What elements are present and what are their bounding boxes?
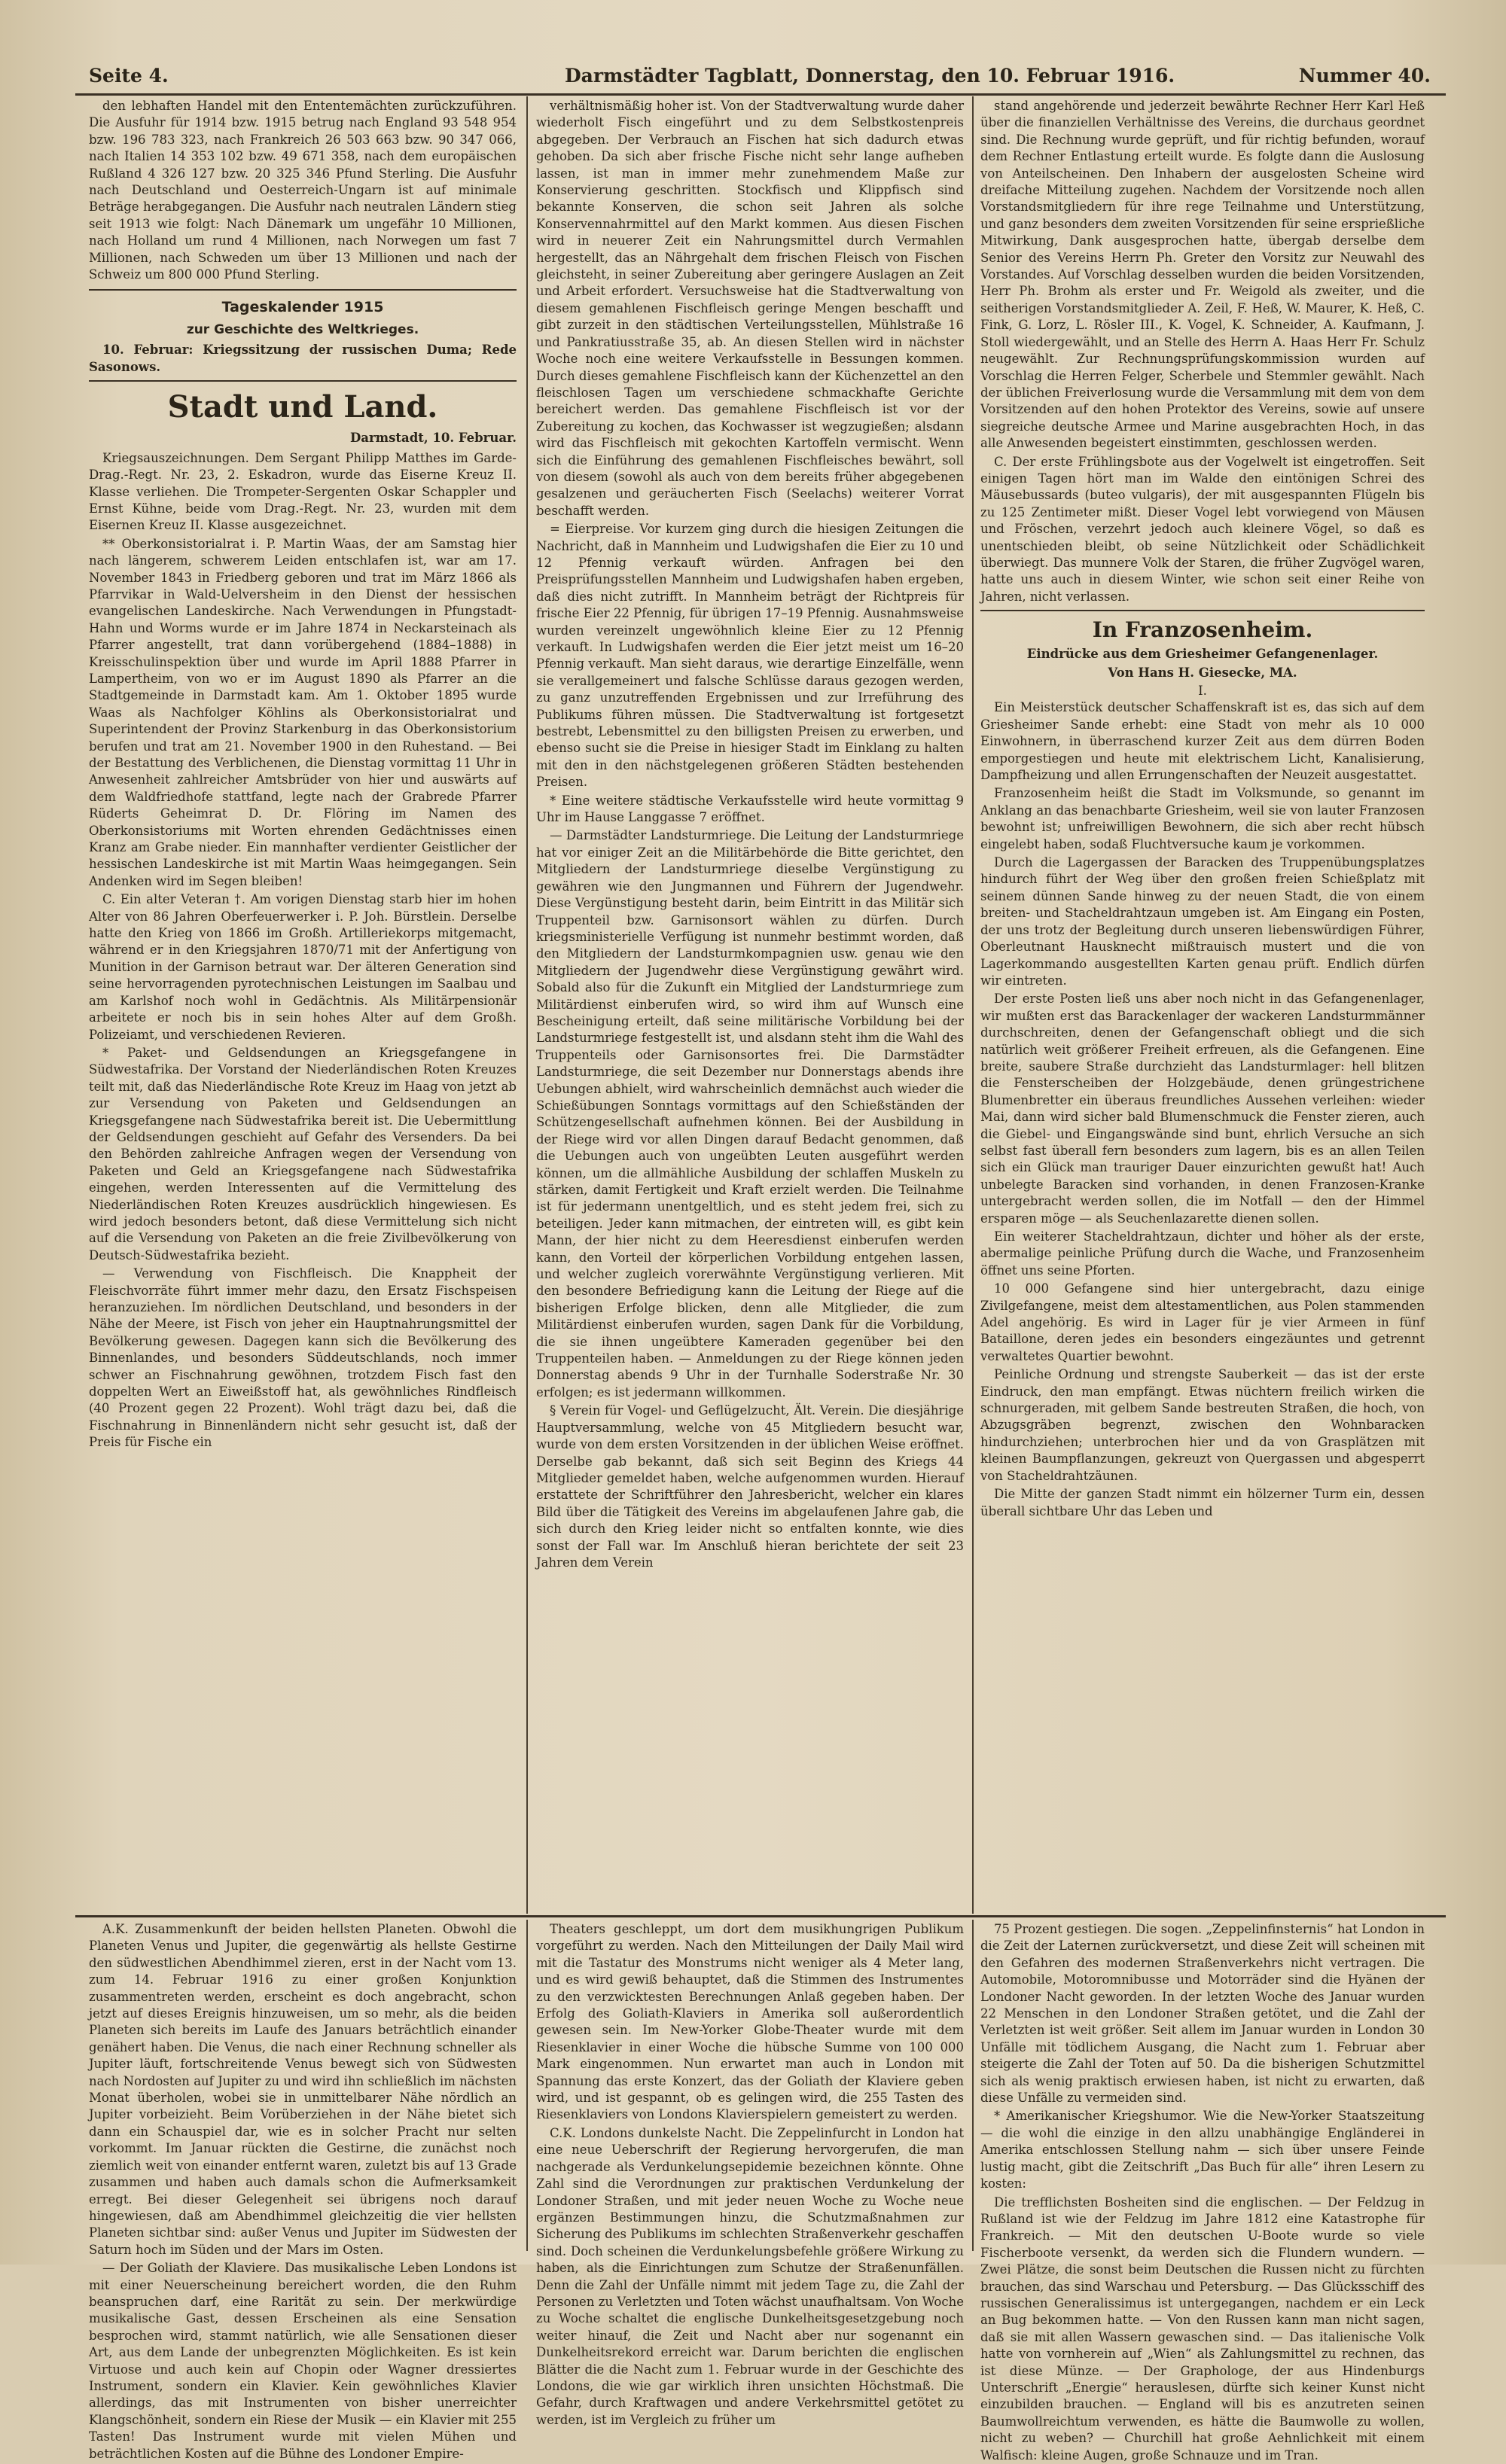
column-3: [980, 98, 1425, 1911]
article-part-number: I.: [980, 683, 1425, 699]
masthead-line: Darmstädter Tagblatt, Donnerstag, den 10. Februar 1916.: [565, 65, 1175, 87]
tageskalender-subtitle: zur Geschichte des Weltkrieges.: [89, 321, 517, 339]
column-rule: [972, 96, 974, 1914]
column-rule: [972, 1920, 974, 2251]
divider: [980, 610, 1425, 611]
article-text: = Eierpreise. Vor kurzem ging durch die hiesigen Zeitungen die Nachricht, daß in Mannheim und Ludwigshafen die Eier zu 10 und 12 Pfennig verkauft würden. Anfragen bei den Preisprüfungsstellen Mannheim und Ludwigshafen haben ergeben, daß dies nicht zutrifft. In Mannheim beträgt der Richtpreis für frische Eier 22 Pfennig, für übrigen 17–19 Pfennig. Ausnahmsweise wurden vereinzelt ungewöhnlich kleine Eier zu 12 Pfennig verkauft. In Ludwigshafen werden die Eier jetzt meist um 16–20 Pfennig verkauft. Man sieht daraus, wie derartige Einzelfälle, wenn sie verallgemeinert und falsche Schlüsse daraus gezogen werden, zu ganz unzutreffenden Ergebnissen und zur Irreführung des Publikums führen müssen. Die Stadtverwaltung ist fortgesetzt bestrebt, Lebensmittel zu den billigsten Preisen zu erwerben, und ebenso sucht sie die Preise in hiesiger Stadt im Einklang zu halten mit den in den nächstgelegenen größeren Städten bestehenden Preisen.: [536, 521, 964, 791]
article-text: 75 Prozent gestiegen. Die sogen. „Zeppelinfinsternis“ hat London in die Zeit der Laternen zurückversetzt, und diese Zeit will scheinen mit den Gefahren des modernen Straßenverkehrs nicht vertragen. Die Automobile, Motoromnibusse und Motorräder sind die Hyänen der Londoner Nacht geworden. In der letzten Woche des Januar wurden 22 Menschen in den Londoner Straßen getötet, und die Zahl der Verletzten ist weit größer. Seit allem im Januar wurden in London 30 Unfälle mit tödlichem Ausgang, die Nacht zum 1. Februar aber steigerte die Zahl der Toten auf 50. Da die bisherigen Schutzmittel sich als wenig praktisch erwiesen haben, ist nicht zu erwarten, daß diese Unfälle zu vermeiden sind.: [980, 1921, 1425, 2106]
page-header: [75, 63, 1446, 96]
issue-number: Nummer 40.: [1299, 65, 1431, 87]
column-rule: [526, 96, 528, 1914]
article-text: * Paket- und Geldsendungen an Kriegsgefangene in Südwestafrika. Der Vorstand der Niederländischen Roten Kreuzes teilt mit, daß das Niederländische Rote Kreuz im Haag von jetzt ab zur Versendung von Paketen und Geldsendungen an Kriegsgefangene nach Südwestafrika bereit ist. Die Uebermittlung der Geldsendungen geschieht auf Gefahr des Versenders. Da bei den Behörden zahlreiche Anfragen wegen der Versendung von Paketen und Geld an Kriegsgefangene nach Südwestafrika eingehen, werden Interessenten auf die Vermittelung des Niederländischen Roten Kreuzes ausdrücklich hingewiesen. Es wird jedoch besonders betont, daß diese Vermittelung sich nicht auf die Versendung von Paketen an die freie Zivilbevölkerung von Deutsch-Südwestafrika bezieht.: [89, 1045, 517, 1264]
article-text: Theaters geschleppt, um dort dem musikhungrigen Publikum vorgeführt zu werden. Nach den Mitteilungen der Daily Mail wird mit die Tastatur des Monstrums nicht weniger als 4 Meter lang, und es wird gewiß behauptet, daß die Stimmen des Instrumentes zu den verzwicktesten Berechnungen Anlaß gegeben haben. Der Erfolg des Goliath-Klaviers in Amerika soll außerordentlich gewesen sein. Im New-Yorker Globe-Theater wurde mit dem Riesenklavier in einer Woche die hübsche Summe von 100 000 Mark eingenommen. Nun erwartet man auch in London mit Spannung das erste Konzert, das der Goliath der Klaviere geben wird, und ist gespannt, ob es gelingen wird, die 255 Tasten des Riesenklaviers von Londons Klavierspielern gemeistert zu werden.: [536, 1921, 964, 2124]
column-1: [89, 98, 517, 1911]
article-text: A.K. Zusammenkunft der beiden hellsten Planeten. Obwohl die Planeten Venus und Jupiter, die gegenwärtig als hellste Gestirne den südwestlichen Abendhimmel zieren, erst in der Nacht vom 13. zum 14. Februar 1916 zu einer großen Konjunktion zusammentreten werden, erscheint es doch angebracht, schon jetzt auf dieses Ereignis hinzuweisen, um so mehr, als die beiden Planeten sich bereits im Laufe des Januars beträchtlich einander genähert haben. Die Venus, die nach einer Rechnung schneller als Jupiter läuft, fortschreitende Venus bewegt sich von Südwesten nach Nordosten auf Jupiter zu und wird ihn schließlich im nächsten Monat überholen, wobei sie in unmittelbarer Nähe nördlich an Jupiter vorbeizieht. Beim Vorüberziehen in der Nähe bietet sich dann ein Schauspiel dar, wie es in solcher Pracht nur selten vorkommt. Im Januar rückten die Gestirne, die zunächst noch ziemlich weit von einander entfernt waren, zuletzt bis auf 13 Grade zusammen und haben auch damals schon die Aufmerksamkeit erregt. Bei dieser Gelegenheit sei übrigens noch darauf hingewiesen, daß am Abendhimmel gleichzeitig die vier hellsten Planeten sichtbar sind: außer Venus und Jupiter im Südwesten der Saturn hoch im Süden und der Mars im Osten.: [89, 1921, 517, 2258]
article-subtitle: Eindrücke aus dem Griesheimer Gefangenenlager.: [980, 646, 1425, 662]
bottom-column-2: [536, 1921, 964, 2252]
page-number: Seite 4.: [89, 65, 169, 87]
dateline: Darmstadt, 10. Februar.: [89, 430, 517, 446]
tageskalender-box: [89, 289, 517, 382]
article-text: Ein Meisterstück deutscher Schaffenskraft ist es, das sich auf dem Griesheimer Sande erhebt: eine Stadt von mehr als 10 000 Einwohnern, in überraschend kurzer Zeit aus dem dürren Boden emporgestiegen und heute mit elektrischem Licht, Kanalisierung, Dampfheizung und allen Errungenschaften der Neuzeit ausgestattet.: [980, 699, 1425, 784]
article-text: Der erste Posten ließ uns aber noch nicht in das Gefangenenlager, wir mußten erst das Barackenlager der wackeren Landsturmmänner durchschreiten, denen der Gefangenschaft obliegt und die sich natürlich weit größerer Freiheit erfreuen, als die Gefangenen. Eine breite, saubere Straße durchzieht das Landsturmlager: hell blitzen die Fensterscheiben der Holzgebäude, denen grüngestrichene Blumenbretter ein überaus freundliches Aussehen verleihen: wieder Mai, dann wird sicher bald Blumenschmuck die Fenster zieren, auch die Giebel- und Eingangswände sind bunt, ehrlich Versuche an sich selbst fast überall fern besonders zum lagern, bis es an allen Teilen sich ein Glück man trauriger Dauer einzurichten gewußt hat! Auch unbelegte Baracken sind vorhanden, in denen Franzosen-Kranke untergebracht werden sollen, die im Notfall — den der Himmel ersparen möge — als Seuchenlazarette dienen sollen.: [980, 991, 1425, 1227]
article-text: — Verwendung von Fischfleisch. Die Knappheit der Fleischvorräte führt immer mehr dazu, den Ersatz Fischspeisen heranzuziehen. Im nördlichen Deutschland, und besonders in der Nähe der Meere, ist Fisch von jeher ein Hauptnahrungsmittel der Bevölkerung gewesen. Dagegen kann sich die Bevölkerung des Binnenlandes, und besonders Süddeutschlands, noch immer schwer an Fischnahrung gewöhnen, trotzdem Fisch fast den doppelten Wert an Eiweißstoff hat, als gewöhnliches Rindfleisch (40 Prozent gegen 22 Prozent). Wohl trägt dazu bei, daß die Fischnahrung in Binnenländern nicht sehr gesucht ist, daß der Preis für Fische ein: [89, 1266, 517, 1451]
article-text: stand angehörende und jederzeit bewährte Rechner Herr Karl Heß über die finanziellen Verhältnisse des Vereins, die durchaus geordnet sind. Die Rechnung wurde geprüft, und für richtig befunden, worauf dem Rechner Entlastung erteilt wurde. Es folgte dann die Auslosung von Anteilscheinen. Den Inhabern der ausgelosten Scheine wird dreifache Mitteilung zugehen. Nachdem der Vorsitzende noch allen Vorstandsmitgliedern für ihre rege Teilnahme und Unterstützung, und ganz besonders dem zweiten Vorsitzenden für seine ersprießliche Mitwirkung, Dank ausgesprochen hatte, übergab derselbe dem Senior des Vereins Herrn Ph. Greter den Vorsitz zur Neuwahl des Vorstandes. Auf Vorschlag desselben wurden die beiden Vorsitzenden, Herr Ph. Brohm als erster und Fr. Weigold als zweiter, und die seitherigen Vorstandsmitglieder A. Zeil, F. Heß, W. Maurer, K. Heß, C. Fink, G. Lorz, L. Rösler III., K. Vogel, K. Schneider, A. Kaufmann, J. Stoll wiedergewählt, und an Stelle des Herrn A. Haas Herr Fr. Schulz neugewählt. Zur Rechnungsprüfungskommission wurden auf Vorschlag die Herren Felger, Scherbele und Stemmler gewählt. Nach der üblichen Freiverlosung wurde die Versammlung mit dem von dem Vorsitzenden auf den hohen Protektor des Vereins, sowie auf unsere siegreiche deutsche Armee und Marine ausgebrachten Hoch, in das alle Anwesenden begeistert einstimmten, geschlossen werden.: [980, 98, 1425, 452]
article-text: Ein weiterer Stacheldrahtzaun, dichter und höher als der erste, abermalige peinliche Prüfung durch die Wache, und Franzosenheim öffnet uns seine Pforten.: [980, 1229, 1425, 1279]
article-text: Die Mitte der ganzen Stadt nimmt ein hölzerner Turm ein, dessen überall sichtbare Uhr das Leben und: [980, 1486, 1425, 1520]
bottom-column-3: [980, 1921, 1425, 2252]
article-text: 10 000 Gefangene sind hier untergebracht, dazu einige Zivilgefangene, meist dem altestamentlichen, aus Polen stammenden Adel angehörig. Es wird in Lager für je vier Armeen in fünf Bataillone, deren jedes ein besonders eingezäuntes und getrennt verwaltetes Quartier bewohnt.: [980, 1281, 1425, 1365]
article-text: — Darmstädter Landsturmriege. Die Leitung der Landsturmriege hat vor einiger Zeit an die Militärbehörde die Bitte gerichtet, den Mitgliedern der Landsturmriege dieselbe Vergünstigung zu gewähren wie den Jungmannen und Führern der Jugendwehr. Diese Vergünstigung besteht darin, beim Eintritt in das Militär sich Truppenteil bzw. Garnisonsort wählen zu dürfen. Durch kriegsministerielle Verfügung ist nunmehr bestimmt worden, daß den Mitgliedern der Landsturmkompagnien usw. genau wie den Mitgliedern der Jugendwehr diese Vergünstigung gewährt wird. Sobald also für die Zukunft ein Mitglied der Landsturmriege zum Militärdienst einberufen wird, so wird ihm auf Wunsch eine Bescheinigung erteilt, daß seine militärische Vorbildung bei der Landsturmriege festgestellt ist, und alsdann steht ihm die Wahl des Truppenteils oder Garnisonsortes frei. Die Darmstädter Landsturmriege, die seit Dezember nur Donnerstags abends ihre Uebungen abhielt, wird wahrscheinlich demnächst auch wieder die Schießübungen Sonntags vormittags auf den Schießständen der Schützengesellschaft aufnehmen können. Bei der Ausbildung in der Riege wird vor allen Dingen darauf Bedacht genommen, daß die Uebungen auch von ungeübten Leuten ausgeführt werden können, um die allmähliche Ausbildung der schlaffen Muskeln zu stärken, damit Fertigkeit und Kraft erzielt werden. Die Teilnahme ist für jedermann unentgeltlich, und es steht jedem frei, sich zu beteiligen. Jeder kann mitmachen, der eintreten will, es gibt kein Mann, der hier nicht zu dem Heeresdienst einberufen werden kann, den Vorteil der körperlichen Vorbildung entgehen lassen, und welcher zugleich vorerwähnte Vergünstigung verlieren. Mit den besondere Befriedigung kann die Leitung der Riege auf die bisherigen Erfolge blicken, denn alle Mitglieder, die zum Militärdienst einberufen wurden, sagen Dank für die Vorbildung, die sie ihnen ungeübtere Kameraden gegenüber bei den Truppenteilen haben. — Anmeldungen zu der Riege können jeden Donnerstag abends 9 Uhr in der Turnhalle Soderstraße Nr. 30 erfolgen; es ist jedermann willkommen.: [536, 827, 964, 1401]
article-text: C.K. Londons dunkelste Nacht. Die Zeppelinfurcht in London hat eine neue Ueberschrift der Regierung hervorgerufen, die man nachgerade als Verdunkelungsepidemie bezeichnen könnte. Ohne Zahl sind die Verordnungen zur praktischen Verdunkelung der Londoner Straßen, und mit jeder neuen Woche zu Woche neue ergänzen Bestimmungen hinzu, die Schutzmaßnahmen zur Sicherung des Publikums im schlechten Straßenverkehr geschaffen sind. Doch scheinen die Verdunkelungsbefehle größere Wirkung zu haben, als die Einrichtungen zum Schutze der Straßenunfällen. Denn die Zahl der Unfälle nimmt mit jedem Tage zu, die Zahl der Personen zu Verletzten und Toten wächst unaufhaltsam. Von Woche zu Woche schaltet die englische Dunkelheitsgesetzgebung noch weiter hinauf, die Zeit und Nacht aber nur sogenannt ein Dunkelheitsrekord erreicht war. Darum berichten die englischen Blätter die die Nacht zum 1. Februar wurde in der Geschichte des Londons, die wie gar wirklich ihren unsichten Höchstmaß. Die Gefahr, durch Kraftwagen und andere Verkehrsmittel getötet zu werden, ist im Vergleich zu früher um: [536, 2125, 964, 2429]
bottom-column-1: [89, 1921, 517, 2252]
section-rule: [75, 1915, 1446, 1917]
article-text: C. Der erste Frühlingsbote aus der Vogelwelt ist eingetroffen. Seit einigen Tagen hört man im Walde den eintönigen Schrei des Mäusebussards (buteo vulgaris), der mit ausgespannten Flügeln bis zu 125 Zentimeter mißt. Dieser Vogel lebt vorwiegend von Mäusen und Fröschen, verzehrt jedoch auch kleinere Vögel, so daß es unentschieden bleibt, ob seine Nützlichkeit oder Schädlichkeit überwiegt. Das munnere Volk der Staren, die früher Zugvögel waren, hatte uns auch in diesem Winter, wie schon seit einer Reihe von Jahren, nicht verlassen.: [980, 454, 1425, 606]
article-text: Franzosenheim heißt die Stadt im Volksmunde, so genannt im Anklang an das benachbarte Griesheim, weil sie von lauter Franzosen bewohnt ist; unfreiwilligen Bewohnern, die sich aber recht hübsch eingelebt haben, sodaß Fluchtversuche kaum je vorkommen.: [980, 785, 1425, 853]
article-text: § Verein für Vogel- und Geflügelzucht, Ält. Verein. Die diesjährige Hauptversammlung, welche von 45 Mitgliedern besucht war, wurde von dem ersten Vorsitzenden in der üblichen Weise eröffnet. Derselbe gab bekannt, daß sich seit Beginn des Kriegs 44 Mitglieder gemeldet haben, welche aufgenommen wurden. Hierauf erstattete der Schriftführer den Jahresbericht, welcher ein klares Bild über die Tätigkeit des Vereins im abgelaufenen Jahre gab, die sich durch den Krieg leider nicht so entfalten konnte, wie dies sonst der Fall war. Im Anschluß hieran berichtete der seit 23 Jahren dem Verein: [536, 1403, 964, 1571]
article-text: * Amerikanischer Kriegshumor. Wie die New-Yorker Staatszeitung — die wohl die einzige in den allzu unabhängige Engländerei in Amerika entschlossen Stellung nahm — sich über unsere Feinde lustig macht, gibt die Zeitschrift „Das Buch für alle“ ihren Lesern zu kosten:: [980, 2108, 1425, 2192]
tageskalender-title: Tageskalender 1915: [89, 298, 517, 316]
article-text: den lebhaften Handel mit den Ententemächten zurückzuführen. Die Ausfuhr für 1914 bzw. 1915 betrug nach England 93 548 954 bzw. 196 783 323, nach Frankreich 26 503 663 bzw. 90 347 066, nach Italien 14 353 102 bzw. 49 671 358, nach dem europäischen Rußland 4 326 127 bzw. 20 325 346 Pfund Sterling. Die Ausfuhr nach Deutschland und Oesterreich-Ungarn ist auf minimale Beträge herabgegangen. Die Ausfuhr nach neutralen Ländern stieg seit 1913 wie folgt: Nach Dänemark um ungefähr 10 Millionen, nach Holland um rund 4 Millionen, nach Norwegen um fast 7 Millionen, nach Schweden um über 13 Millionen und nach der Schweiz um 800 000 Pfund Sterling.: [89, 98, 517, 283]
article-text: Peinliche Ordnung und strengste Sauberkeit — das ist der erste Eindruck, den man empfängt. Etwas nüchtern freilich wirken die schnurgeraden, mit gelbem Sande bestreuten Straßen, die hoch, von Abzugsgräben begrenzt, zwischen den Wohnbaracken hindurchziehen; unterbrochen hier und da von Grasplätzen mit kleinen Baumpflanzungen, gekreuzt von Quergassen und abgesperrt von Stacheldrahtzäunen.: [980, 1366, 1425, 1485]
article-text: Die trefflichsten Bosheiten sind die englischen. — Der Feldzug in Rußland ist wie der Feldzug im Jahre 1812 eine Katastrophe für Frankreich. — Mit den deutschen U-Boote wurde so viele Fischerboote versenkt, da werden sich die Flundern wundern. — Zwei Plätze, die sonst beim Deutschen die Russen nicht zu fürchten brauchen, das sind Warschau und Petersburg. — Das Glücksschiff des russischen Generalissimus ist untergegangen, nachdem er ein Leck an Bug bekommen hatte. — Von den Russen kann man nicht sagen, daß sie mit allen Wassern gewaschen sind. — Das italienische Volk hatte von vornherein auf „Wien“ als Zahlungsmittel zu rechnen, das ist diese Münze. — Der Graphologe, der aus Hindenburgs Unterschrift „Energie“ herauslesen, dürfte sich keiner Kunst nicht einzubilden brauchen. — England will bis es anzutreten seinen Baumwollreichtum verwenden, es hätte die Baumwolle zu wollen, nicht zu weben? — Churchill hat große Aehnlichkeit mit einem Walfisch: kleine Augen, große Schnauze und im Tran.: [980, 2194, 1425, 2464]
article-text: — Der Goliath der Klaviere. Das musikalische Leben Londons ist mit einer Neuerscheinung bereichert worden, die den Ruhm beanspruchen darf, eine Rarität zu sein. Der merkwürdige musikalische Gast, dessen Erscheinen als eine Sensation besprochen wird, stammt natürlich, wie alle Sensationen dieser Art, aus dem Lande der unbegrenzten Möglichkeiten. Es ist kein Virtuose und auch kein auf Chopin oder Wagner dressiertes Instrument, sondern ein Klavier. Kein gewöhnliches Klavier allerdings, das mit Instrumenten von bisher unerreichter Klangschönheit, sondern ein Riese der Musik — ein Klavier mit 255 Tasten! Das Instrument wurde mit vielen Mühen und beträchtlichen Kosten auf die Bühne des Londoner Empire-: [89, 2260, 517, 2462]
tageskalender-entry: 10. Februar: Kriegssitzung der russischen Duma; Rede Sasonows.: [89, 342, 517, 376]
article-text: Kriegsauszeichnungen. Dem Sergant Philipp Matthes im Garde-Drag.-Regt. Nr. 23, 2. Eskadron, wurde das Eiserne Kreuz II. Klasse verliehen. Die Trompeter-Sergenten Oskar Schappler und Ernst Kühne, beide vom Drag.-Regt. Nr. 23, wurden mit dem Eisernen Kreuz II. Klasse ausgezeichnet.: [89, 450, 517, 535]
article-heading-franzosenheim: In Franzosenheim.: [980, 616, 1425, 644]
article-author: Von Hans H. Giesecke, MA.: [980, 665, 1425, 681]
column-rule: [526, 1920, 528, 2251]
article-text: ** Oberkonsistorialrat i. P. Martin Waas, der am Samstag hier nach längerem, schwerem Leiden entschlafen ist, war am 17. November 1843 in Friedberg geboren und trat im März 1866 als Pfarrvikar in Wald-Uelversheim in den Dienst der hessischen evangelischen Landeskirche. Nach Verwendungen in Pfungstadt-Hahn und Worms wurde er im Jahre 1874 in Neckarsteinach als Pfarrer angestellt, trat dann vorübergehend (1884–1888) in Kreisschulinspektion über und wurde im April 1888 Pfarrer in Lampertheim, von wo er im August 1890 als Pfarrer an die Stadtgemeinde in Darmstadt kam. Am 1. Oktober 1895 wurde Waas als Nachfolger Köhlins als Oberkonsistorialrat und Superintendent der Provinz Starkenburg in das Oberkonsistorium berufen und trat am 21. November 1900 in den Ruhestand. — Bei der Bestattung des Verblichenen, die Dienstag vormittag 11 Uhr in Anwesenheit zahlreicher Amtsbrüder von hier und auswärts auf dem Waldfriedhofe stattfand, legte nach der Grabrede Pfarrer Rüderts Geheimrat D. Dr. Flöring im Namen des Oberkonsistoriums mit Worten ehrenden Gedächtnisses einen Kranz am Grabe nieder. Ein mannhafter verdienter Geistlicher der hessischen Landeskirche ist mit Martin Waas heimgegangen. Sein Andenken wird im Segen bleiben!: [89, 536, 517, 891]
article-text: Durch die Lagergassen der Baracken des Truppenübungsplatzes hindurch führt der Weg über den großen freien Schießplatz mit seinem dünnen Sande hinweg zu der neuen Stadt, die von einem breiten- und Stacheldrahtzaun umgeben ist. Am Eingang ein Posten, der uns trotz der Begleitung durch unseren liebenswürdigen Führer, Oberleutnant Hausknecht mißtrauisch mustert und die von Lagerkommando ausgestellten Karten genau prüft. Endlich dürfen wir eintreten.: [980, 854, 1425, 989]
section-heading-stadt-und-land: Stadt und Land.: [89, 388, 517, 427]
article-text: * Eine weitere städtische Verkaufsstelle wird heute vormittag 9 Uhr im Hause Langgasse 7 eröffnet.: [536, 793, 964, 827]
column-2: [536, 98, 964, 1911]
article-text: C. Ein alter Veteran †. Am vorigen Dienstag starb hier im hohen Alter von 86 Jahren Oberfeuerwerker i. P. Joh. Bürstlein. Derselbe hatte den Krieg von 1866 im Großh. Artilleriekorps mitgemacht, während er in den Kriegsjahren 1870/71 mit der Anfertigung von Munition in der Garnison betraut war. Der älteren Generation sind seine hervorragenden pyrotechnischen Leistungen im Saalbau und am Karlshof noch wohl in Gedächtnis. Als Militärpensionär arbeitete er noch bis in sein hohes Alter auf dem Großh. Polizeiamt, und verschiedenen Revieren.: [89, 891, 517, 1043]
article-text: verhältnismäßig hoher ist. Von der Stadtverwaltung wurde daher wiederholt Fisch eingeführt und zu dem Selbstkostenpreis abgegeben. Der Verbrauch an Fischen hat sich dadurch etwas gehoben. Da sich aber frische Fische nicht sehr lange aufheben lassen, ist man in immer mehr zunehmendem Maße zur Konservierung geschritten. Stockfisch und Klippfisch sind bekannte Konserven, die schon seit Jahren als solche Konservennahrmittel auf den Markt kommen. Aus diesen Fischen wird in neuerer Zeit ein Nahrungsmittel durch Vermahlen hergestellt, das an Nährgehalt dem frischen Fleisch von Fischen gleichsteht, in seiner Zubereitung aber geringere Auslagen an Zeit und Arbeit erfordert. Versuchsweise hat die Stadtverwaltung von diesem gemahlenen Fischfleisch geringe Mengen beschafft und gibt zurzeit in den städtischen Verteilungsstellen, Mühlstraße 16 und Pankratiusstraße 35, ab. An diesen Stellen wird in nächster Woche noch eine weitere Verkaufsstelle in Bessungen kommen. Durch dieses gemahlene Fischfleisch kann der Küchenzettel an den fleischlosen Tagen um verschiedene schmackhafte Gerichte bereichert werden. Das gemahlene Fischfleisch ist vor der Zubereitung zu kochen, das Kochwasser ist wegzugießen; alsdann wird das Fischfleisch mit gekochten Kartoffeln vermischt. Wenn sich die Einführung des gemahlenen Fischfleisches bewährt, soll von diesem (sowohl als auch von dem bereits früher abgegebenen gesalzenen und geräucherten Fisch (Seelachs) weiterer Vorrat beschafft werden.: [536, 98, 964, 519]
